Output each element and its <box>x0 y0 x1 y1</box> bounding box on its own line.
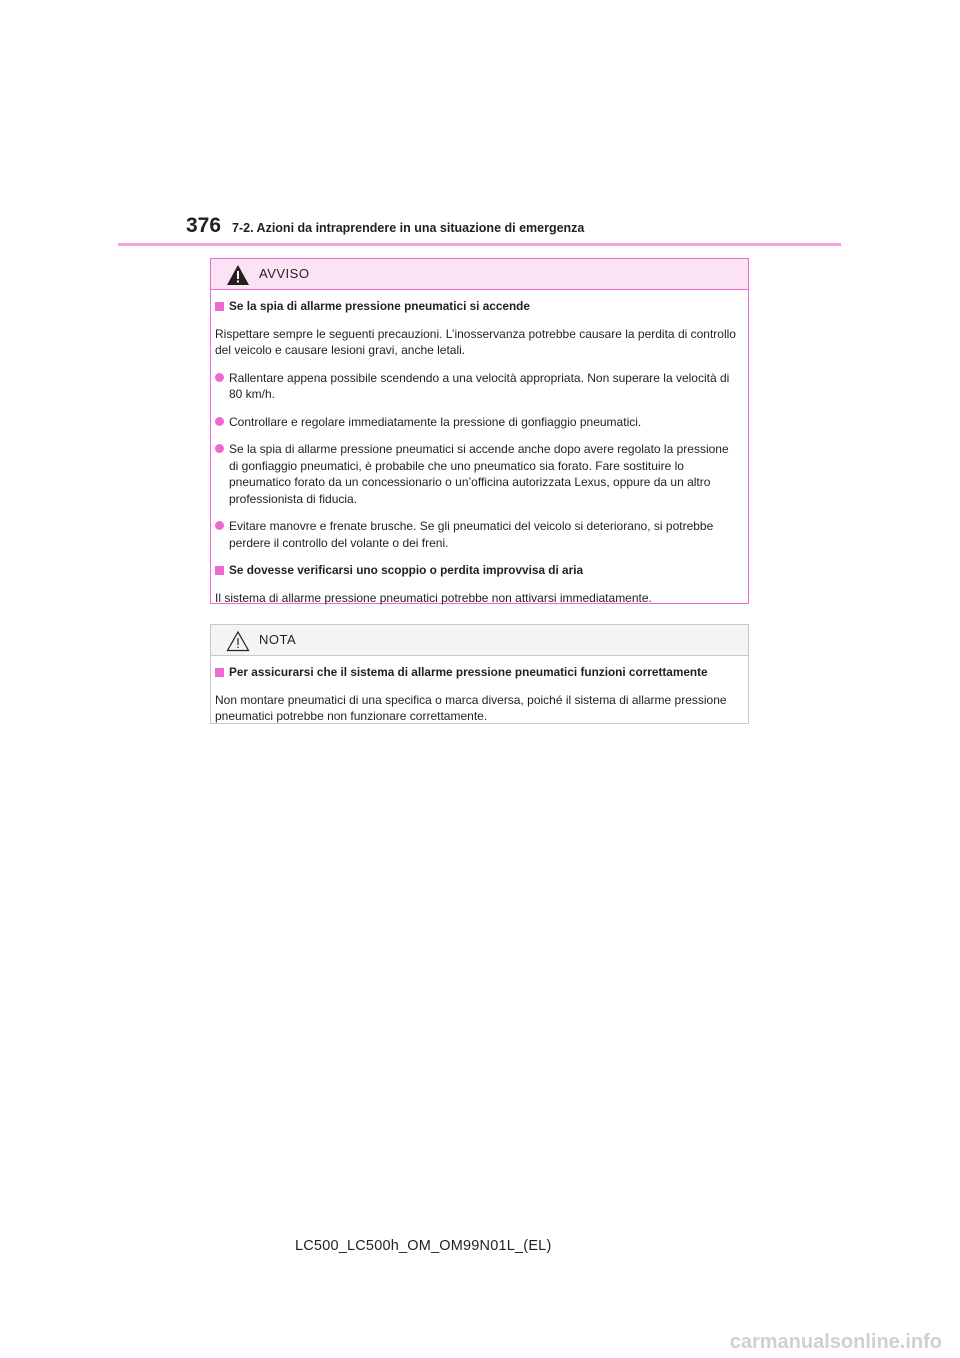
warning-body <box>211 290 748 606</box>
warning-bullet <box>215 441 740 507</box>
notice-heading <box>215 664 740 681</box>
warning-heading-1-text: Se la spia di allarme pressione pneumatici si accende <box>229 299 530 313</box>
square-bullet-icon <box>215 302 224 311</box>
warning-intro: Rispettare sempre le seguenti precauzioni. L’inosservanza potrebbe causare la perdita di controllo del veicolo e causare lesioni gravi, anche letali. <box>215 326 736 357</box>
section-title: 7-2. Azioni da intraprendere in una situazione di emergenza <box>232 221 585 235</box>
circle-bullet-icon <box>215 521 224 530</box>
watermark-logo: carmanualsonline.info <box>729 1331 942 1353</box>
page-number: 376 <box>186 214 222 237</box>
circle-bullet-icon <box>215 373 224 382</box>
notice-title: NOTA <box>259 632 297 647</box>
notice-heading-text: Per assicurarsi che il sistema di allarme pressione pneumatici funzioni correttamente <box>229 665 708 679</box>
warning-bullet <box>215 518 740 551</box>
warning-outro: Il sistema di allarme pressione pneumatici potrebbe non attivarsi immediatamente. <box>215 590 652 605</box>
warning-bullet-text: Se la spia di allarme pressione pneumatici si accende anche dopo avere regolato la pressione di gonfiaggio pneumatici, è probabile che uno pneumatico sia forato. Fare sostituire lo pneumatico forato da un concessionario o un’officina autorizzata Lexus, oppure da un altro professionista di fiducia. <box>229 442 729 506</box>
warning-bullet <box>215 414 740 431</box>
square-bullet-icon <box>215 566 224 575</box>
notice-body <box>211 656 748 725</box>
square-bullet-icon <box>215 668 224 677</box>
warning-box <box>210 258 749 604</box>
warning-bullet-text: Controllare e regolare immediatamente la pressione di gonfiaggio pneumatici. <box>229 414 642 429</box>
warning-box-header <box>211 259 748 290</box>
warning-bullet <box>215 370 740 403</box>
notice-text: Non montare pneumatici di una specifica o marca diversa, poiché il sistema di allarme pressione pneumatici potrebbe non funzionare correttamente. <box>215 692 727 723</box>
notice-box-header <box>211 625 748 656</box>
warning-heading-2 <box>215 562 740 579</box>
circle-bullet-icon <box>215 444 224 453</box>
header-rule <box>118 243 841 246</box>
warning-bullet-text: Rallentare appena possibile scendendo a una velocità appropriata. Non superare la velocità di 80 km/h. <box>229 370 730 401</box>
caution-triangle-icon <box>226 630 250 652</box>
warning-triangle-icon <box>226 264 250 286</box>
warning-heading-1 <box>215 298 740 315</box>
warning-bullet-text: Evitare manovre e frenate brusche. Se gli pneumatici del veicolo si deteriorano, si potrebbe perdere il controllo del volante o dei freni. <box>229 519 714 550</box>
warning-heading-2-text: Se dovesse verificarsi uno scoppio o perdita improvvisa di aria <box>229 563 584 577</box>
document-code: LC500_LC500h_OM_OM99N01L_(EL) <box>295 1238 552 1254</box>
notice-box <box>210 624 749 724</box>
circle-bullet-icon <box>215 417 224 426</box>
warning-title: AVVISO <box>259 266 310 281</box>
